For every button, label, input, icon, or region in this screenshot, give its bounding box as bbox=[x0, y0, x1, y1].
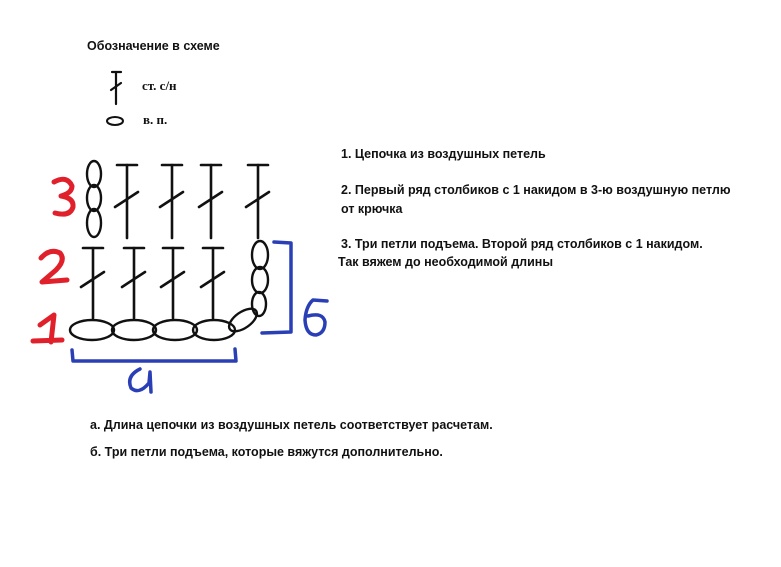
step-3-line-1: 3. Три петли подъема. Второй ряд столбиков с 1 накидом. bbox=[341, 237, 703, 251]
legend-label-double-crochet: ст. с/н bbox=[142, 78, 177, 93]
legend-title: Обозначение в схеме bbox=[87, 39, 220, 53]
row-number-1 bbox=[33, 315, 62, 342]
step-2-line-1: 2. Первый ряд столбиков с 1 накидом в 3-ю воздушную петлю bbox=[341, 183, 731, 197]
note-b: б. Три петли подъема, которые вяжутся дополнительно. bbox=[90, 445, 443, 459]
bracket-label-b bbox=[305, 300, 327, 335]
chain-stitch-icon bbox=[153, 320, 197, 340]
chain-stitch-icon bbox=[225, 304, 260, 335]
row-3-stitches bbox=[115, 165, 269, 238]
brackets bbox=[72, 242, 327, 392]
double-crochet-icon bbox=[111, 72, 121, 104]
chain-stitch-icon bbox=[112, 320, 156, 340]
double-crochet-icon bbox=[246, 165, 269, 238]
row-2-stitches bbox=[81, 248, 224, 318]
chain-stitch-icon bbox=[107, 117, 123, 125]
double-crochet-icon bbox=[201, 248, 224, 318]
turning-chain-row-2 bbox=[252, 241, 268, 316]
double-crochet-icon bbox=[81, 248, 104, 318]
legend-label-chain-stitch: в. п. bbox=[143, 112, 168, 127]
foundation-chain bbox=[70, 304, 261, 340]
double-crochet-icon bbox=[161, 248, 184, 318]
step-3-line-2: Так вяжем до необходимой длины bbox=[338, 255, 554, 269]
row-numbers bbox=[33, 179, 73, 342]
double-crochet-icon bbox=[115, 165, 138, 238]
double-crochet-icon bbox=[199, 165, 222, 238]
note-a: а. Длина цепочки из воздушных петель соответствует расчетам. bbox=[90, 418, 493, 432]
double-crochet-icon bbox=[122, 248, 145, 318]
step-2-line-2: от крючка bbox=[341, 202, 403, 216]
chain-stitch-icon bbox=[70, 320, 114, 340]
double-crochet-icon bbox=[160, 165, 183, 238]
row-number-3 bbox=[54, 179, 73, 214]
row-number-2 bbox=[41, 251, 67, 282]
turning-chain-row-3 bbox=[87, 161, 101, 237]
bracket-a bbox=[72, 349, 236, 361]
step-1-line-1: 1. Цепочка из воздушных петель bbox=[341, 147, 546, 161]
bracket-label-a bbox=[130, 369, 151, 392]
